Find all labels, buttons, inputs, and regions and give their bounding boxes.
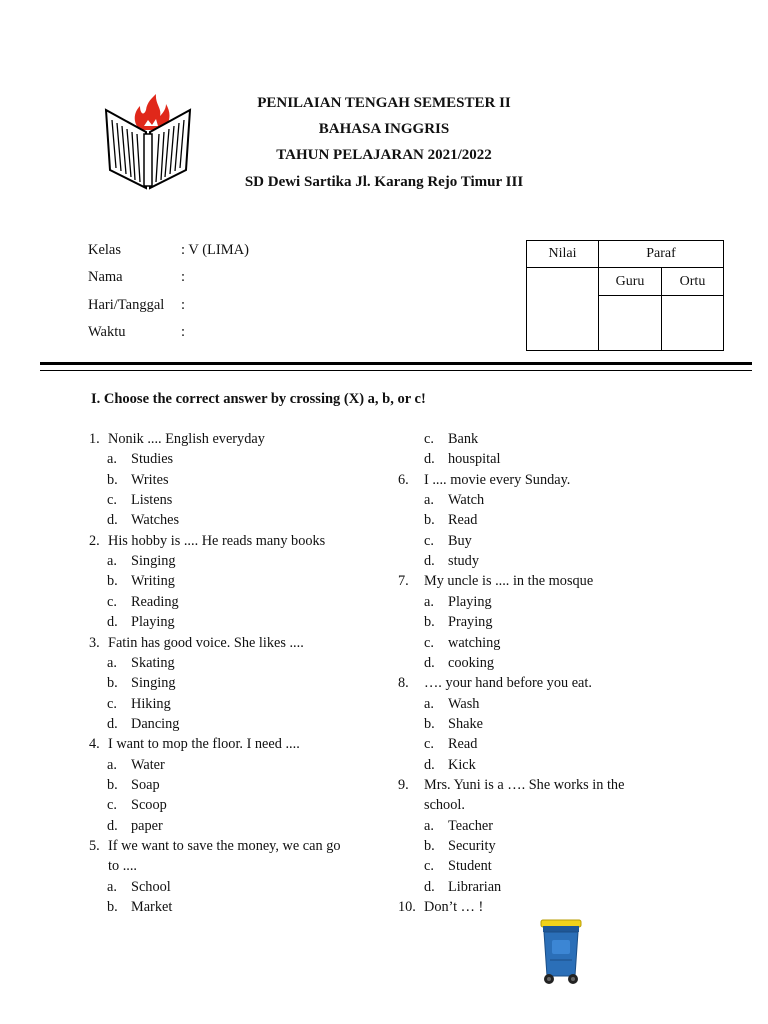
answer-option[interactable]: [107, 551, 176, 571]
question-text: My uncle is .... in the mosque: [424, 573, 594, 590]
info-value: : V (LIMA): [181, 242, 249, 258]
answer-option[interactable]: [424, 633, 500, 653]
answer-option[interactable]: [424, 490, 484, 510]
option-letter: c.: [107, 593, 117, 610]
answer-option[interactable]: [107, 795, 167, 815]
answer-option[interactable]: [424, 510, 477, 530]
info-label: Waktu: [88, 324, 126, 340]
option-text: Water: [131, 756, 165, 773]
question-item: [398, 571, 593, 591]
paraf-header: Paraf: [599, 241, 724, 268]
divider-thin: [40, 370, 752, 371]
option-letter: c.: [424, 634, 434, 651]
answer-option[interactable]: [424, 755, 476, 775]
answer-option[interactable]: [107, 897, 172, 917]
option-text: Playing: [131, 614, 175, 631]
answer-option[interactable]: [107, 714, 179, 734]
question-number: 9.: [398, 776, 409, 793]
option-letter: a.: [424, 492, 434, 509]
question-text-continued: school.: [424, 797, 465, 814]
answer-option[interactable]: [107, 490, 172, 510]
answer-option[interactable]: [424, 734, 477, 754]
option-letter: a.: [424, 695, 434, 712]
ortu-header: Ortu: [662, 268, 724, 296]
option-text: houspital: [448, 451, 501, 468]
question-text: Mrs. Yuni is a …. She works in the: [424, 776, 625, 793]
option-text: Studies: [131, 451, 174, 468]
question-item: [89, 836, 341, 856]
option-letter: b.: [424, 614, 435, 631]
question-item: [398, 673, 592, 693]
answer-option[interactable]: [107, 673, 176, 693]
option-letter: d.: [424, 756, 435, 773]
answer-option[interactable]: [424, 816, 493, 836]
option-text: Kick: [448, 756, 476, 773]
option-text: Read: [448, 512, 478, 529]
option-letter: a.: [424, 817, 434, 834]
option-letter: c.: [424, 431, 434, 447]
option-letter: a.: [107, 553, 117, 570]
option-letter: c.: [107, 492, 117, 509]
answer-option[interactable]: [107, 470, 169, 490]
guru-header: Guru: [599, 268, 662, 296]
option-text: Scoop: [131, 797, 167, 814]
answer-option[interactable]: [107, 510, 179, 530]
question-item: [398, 897, 483, 917]
school-name: SD Dewi Sartika Jl. Karang Rejo Timur III: [244, 174, 524, 190]
divider-thick: [40, 362, 752, 365]
option-letter: d.: [424, 451, 435, 468]
answer-option[interactable]: [424, 551, 479, 571]
option-letter: d.: [424, 654, 435, 671]
answer-option[interactable]: [107, 694, 171, 714]
question-text: If we want to save the money, we can go: [108, 838, 341, 854]
option-letter: a.: [107, 654, 117, 671]
option-text: Hiking: [131, 695, 171, 712]
option-letter: c.: [107, 797, 117, 814]
option-text: Teacher: [448, 817, 494, 834]
answer-option[interactable]: [424, 836, 496, 856]
option-letter: b.: [107, 776, 118, 793]
info-value: :: [181, 297, 186, 313]
option-text: Playing: [448, 593, 492, 610]
question-text: His hobby is .... He reads many books: [108, 532, 326, 549]
option-letter: d.: [107, 715, 118, 732]
trash-bin-icon: [540, 918, 582, 986]
answer-option[interactable]: [424, 653, 494, 673]
option-text: Praying: [448, 614, 493, 631]
option-letter: b.: [107, 471, 118, 488]
nilai-cell[interactable]: [527, 268, 599, 351]
option-text: Listens: [131, 492, 173, 509]
question-text: Fatin has good voice. She likes ....: [108, 634, 304, 651]
option-text: Read: [448, 736, 478, 753]
guru-signature-cell[interactable]: [599, 296, 662, 351]
option-letter: d.: [424, 553, 435, 570]
option-text: Wash: [448, 695, 480, 712]
question-text: I want to mop the floor. I need ....: [108, 736, 300, 753]
answer-option[interactable]: [107, 449, 173, 469]
answer-option[interactable]: [107, 653, 175, 673]
option-letter: a.: [107, 451, 117, 468]
option-text: Market: [131, 899, 173, 916]
answer-option[interactable]: [107, 592, 179, 612]
question-item: [398, 470, 570, 490]
option-letter: b.: [424, 715, 435, 732]
answer-option[interactable]: [424, 592, 492, 612]
info-label: Kelas: [88, 242, 122, 258]
option-text: Bank: [448, 431, 479, 447]
option-text: Singing: [131, 553, 176, 570]
option-letter: c.: [107, 695, 117, 712]
question-item: [398, 775, 624, 795]
ortu-signature-cell[interactable]: [662, 296, 724, 351]
question-number: 2.: [89, 532, 100, 549]
question-text: Nonik .... English everyday: [108, 431, 265, 447]
option-text: Shake: [448, 715, 483, 732]
school-year: TAHUN PELAJARAN 2021/2022: [276, 147, 492, 163]
question-number: 6.: [398, 471, 409, 488]
question-item: [89, 429, 265, 449]
info-label: Hari/Tanggal: [88, 297, 165, 313]
option-letter: c.: [424, 858, 434, 875]
option-text: Singing: [131, 675, 176, 692]
question-text: Don’t … !: [424, 899, 484, 916]
answer-option[interactable]: [424, 612, 492, 632]
option-text: paper: [131, 817, 163, 834]
question-number: 7.: [398, 573, 409, 590]
answer-option[interactable]: [424, 531, 472, 551]
option-text: Writing: [131, 573, 175, 590]
answer-option[interactable]: [107, 775, 160, 795]
option-text: Watches: [131, 512, 180, 529]
answer-option[interactable]: [424, 694, 479, 714]
option-letter: b.: [424, 512, 435, 529]
option-text: cooking: [448, 654, 495, 671]
option-text: Librarian: [448, 878, 502, 895]
question-text: I .... movie every Sunday.: [424, 471, 571, 488]
answer-option[interactable]: [107, 877, 171, 897]
option-text: Soap: [131, 776, 160, 793]
option-text: watching: [448, 634, 501, 651]
option-letter: a.: [424, 593, 434, 610]
answer-option[interactable]: [424, 856, 492, 876]
answer-option[interactable]: [424, 449, 500, 469]
question-number: 3.: [89, 634, 100, 651]
answer-option[interactable]: [107, 816, 163, 836]
nilai-header: Nilai: [527, 241, 599, 268]
answer-option[interactable]: [424, 429, 478, 449]
option-letter: c.: [424, 736, 434, 753]
info-value: :: [181, 324, 186, 340]
option-text: Security: [448, 838, 496, 854]
option-letter: b.: [107, 899, 118, 916]
question-number: 10.: [398, 899, 416, 916]
option-letter: a.: [107, 756, 117, 773]
question-text-continued: to ....: [108, 858, 137, 875]
option-text: Buy: [448, 532, 472, 549]
option-letter: d.: [107, 817, 118, 834]
option-letter: b.: [107, 573, 118, 590]
option-letter: d.: [107, 512, 118, 529]
option-letter: d.: [424, 878, 435, 895]
option-letter: b.: [424, 838, 435, 854]
question-item: [89, 633, 304, 653]
answer-option[interactable]: [107, 571, 175, 591]
option-text: School: [131, 878, 171, 895]
score-box: [526, 240, 724, 351]
question-text: …. your hand before you eat.: [424, 675, 592, 692]
option-text: Watch: [448, 492, 485, 509]
answer-option[interactable]: [424, 714, 483, 734]
option-letter: d.: [107, 614, 118, 631]
option-text: Dancing: [131, 715, 180, 732]
question-item: [89, 734, 300, 754]
exam-title: PENILAIAN TENGAH SEMESTER II: [257, 95, 511, 111]
question-number: 5.: [89, 838, 100, 854]
question-number: 4.: [89, 736, 100, 753]
info-value: :: [181, 269, 186, 285]
option-text: Writes: [131, 471, 169, 488]
answer-option[interactable]: [107, 755, 165, 775]
info-label: Nama: [88, 269, 123, 285]
option-letter: a.: [107, 878, 117, 895]
option-text: study: [448, 553, 479, 570]
option-letter: c.: [424, 532, 434, 549]
question-item: [89, 531, 325, 551]
answer-option[interactable]: [424, 877, 501, 897]
subject-title: BAHASA INGGRIS: [318, 121, 450, 137]
question-number: 1.: [89, 431, 100, 447]
option-text: Student: [448, 858, 492, 875]
option-letter: b.: [107, 675, 118, 692]
option-text: Reading: [131, 593, 179, 610]
question-number: 8.: [398, 675, 409, 692]
option-text: Skating: [131, 654, 175, 671]
answer-option[interactable]: [107, 612, 175, 632]
section-title: I. Choose the correct answer by crossing (X) a, b, or c!: [91, 391, 426, 407]
